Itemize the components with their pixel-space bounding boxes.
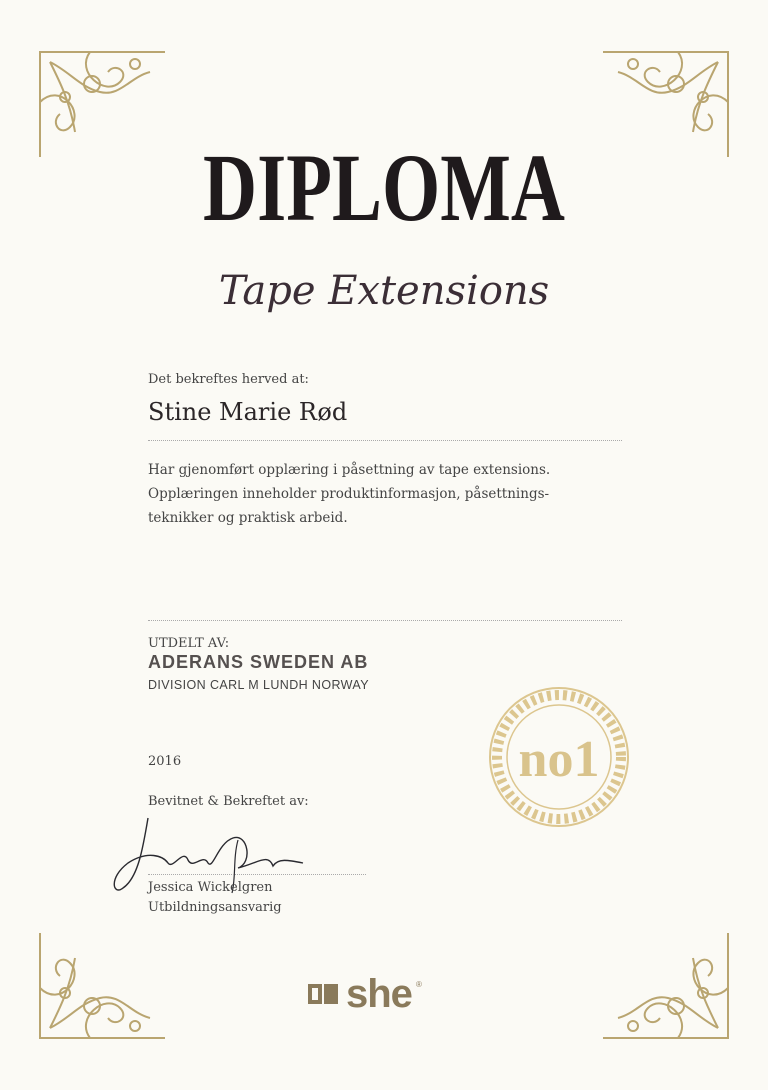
- description-line: teknikker og praktisk arbeid.: [148, 510, 348, 526]
- ornament-bottom-left: [30, 928, 170, 1048]
- she-logo-icon: [306, 980, 342, 1008]
- description-line: Opplæringen inneholder produktinformasjon, påsettnings-: [148, 486, 550, 502]
- signer-name: Jessica Wickelgren: [148, 880, 273, 895]
- witness-label: Bevitnet & Bekreftet av:: [148, 794, 309, 809]
- issued-by-label: UTDELT AV:: [148, 636, 230, 651]
- seal-text: no1: [518, 731, 600, 788]
- year: 2016: [148, 754, 182, 769]
- division-name: DIVISION CARL M LUNDH NORWAY: [148, 678, 369, 692]
- seal-badge: [488, 686, 630, 828]
- divider-dotted: [148, 620, 622, 621]
- recipient-name: Stine Marie Rød: [148, 398, 348, 426]
- registered-mark: ®: [415, 980, 422, 989]
- signature-line: [148, 874, 366, 875]
- she-logo: [306, 972, 422, 1016]
- course-description: [148, 458, 628, 530]
- signer-role: Utbildningsansvarig: [148, 900, 282, 915]
- description-line: Har gjenomført opplæring i påsettning av tape extensions.: [148, 462, 551, 478]
- confirm-label: Det bekreftes herved at:: [148, 372, 309, 387]
- diploma-subtitle: Tape Extensions: [218, 268, 550, 314]
- she-logo-text: she: [346, 972, 412, 1016]
- ornament-bottom-right: [598, 928, 738, 1048]
- company-name: ADERANS SWEDEN AB: [148, 652, 369, 672]
- divider-dotted: [148, 440, 622, 441]
- diploma-title: DIPLOMA: [203, 134, 565, 241]
